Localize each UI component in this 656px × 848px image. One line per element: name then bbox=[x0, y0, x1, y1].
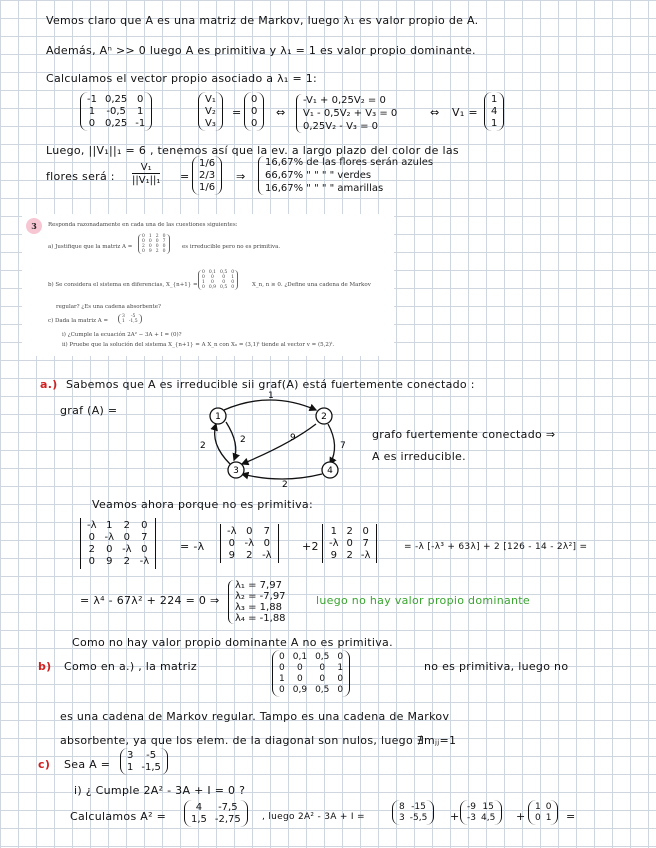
graph-edge bbox=[328, 424, 335, 464]
markov-matrix: 0 0,1 0,5 0 0 0 0 1 1 0 0 0 0 0,9 0,5 0 bbox=[272, 650, 350, 697]
edge-weight: 2 bbox=[200, 441, 206, 451]
matrix-cell: 0,25 bbox=[104, 118, 128, 129]
edge-weight: 7 bbox=[340, 441, 346, 451]
vector-cell: 1/6 bbox=[199, 158, 216, 169]
vector-cell: V₁ bbox=[205, 94, 216, 105]
part-b-label: b) bbox=[38, 660, 52, 673]
part-c-label: c) bbox=[38, 758, 51, 771]
text-line: Vemos claro que A es una matriz de Markov, luego λ₁ es valor propio de A. bbox=[46, 14, 479, 27]
graph-edge bbox=[242, 474, 322, 479]
fraction-numerator: V₁ bbox=[140, 162, 152, 173]
edge-weight: 2 bbox=[240, 435, 246, 445]
question-a: a) Justifique que la matriz A = bbox=[48, 244, 133, 250]
determinant-3x3: 1 2 0 -λ 0 7 9 2 -λ bbox=[322, 524, 377, 563]
result-item: 66,67% " " " " verdes bbox=[265, 170, 372, 181]
vector-v bbox=[198, 92, 223, 131]
edge-weight: 2 bbox=[282, 480, 288, 488]
equation: 0,25V₂ - V₃ = 0 bbox=[303, 121, 379, 132]
question-b: b) Se considera el sistema en diferencias, X_{n+1} = bbox=[48, 282, 198, 288]
identity-matrix: 1 0 0 1 bbox=[528, 800, 558, 825]
exercise-title: Responda razonadamente en cada una de las cuestiones siguientes: bbox=[48, 222, 238, 228]
node-label: 2 bbox=[321, 412, 327, 422]
text-line: Sabemos que A es irreducible sii graf(A) está fuertemente conectado : bbox=[66, 378, 475, 391]
matrix-term: 8 -15 3 -5,5 bbox=[392, 800, 434, 825]
vector-cell: 4 bbox=[491, 106, 498, 117]
result-item: 16,67% " " " " amarillas bbox=[265, 183, 384, 194]
matrix-cell: 1 bbox=[137, 106, 144, 117]
vector-cell: 0 bbox=[251, 106, 258, 117]
node-label: 1 bbox=[215, 412, 221, 422]
graph-edge bbox=[215, 424, 230, 464]
matrix-a-printed: 0 1 2 0 0 0 0 7 2 0 0 0 0 9 2 0 bbox=[138, 234, 170, 254]
matrix-c: 3 -5 1 -1,5 bbox=[120, 748, 168, 775]
fraction bbox=[132, 162, 160, 186]
matrix-a-minus-i bbox=[80, 92, 152, 131]
fraction-denominator: ||V₁||₁ bbox=[132, 175, 161, 186]
text-line: Veamos ahora porque no es primitiva: bbox=[92, 498, 313, 511]
conclusion-green: luego no hay valor propio dominante bbox=[316, 594, 530, 607]
results-list bbox=[258, 156, 433, 195]
node-label: 3 bbox=[233, 466, 239, 476]
matrix-cell: -1 bbox=[87, 94, 97, 105]
linear-system bbox=[296, 94, 397, 133]
graph-note: A es irreducible. bbox=[372, 450, 466, 463]
normalized-vector bbox=[192, 156, 222, 195]
matrix-cell: 0,25 bbox=[104, 94, 128, 105]
graph-note: grafo fuertemente conectado ⇒ bbox=[372, 428, 556, 441]
equation: -V₁ + 0,25V₂ = 0 bbox=[303, 95, 386, 106]
graph-edge bbox=[224, 400, 316, 410]
matrix-c-printed: 3 -5 1 -1,5 bbox=[118, 314, 142, 324]
printed-exercise: 3 Responda razonadamente en cada una de las cuestiones siguientes: a) Justifique que la matriz A = 0 1 2 0 0 0 0 7 2 0 0 0 0 9 2 0 es irreducible pero no es primitiva. b) Se considera el sistema en diferencias, X_{n+1} = 0 0,1 0,5 0 0 0 0 1 1 0 0 0 0 0,9 0,5 0 X_n, n ≥ 0. ¿Define una cadena de Markov regular? ¿Es una cadena absorbente? c) Dada la matriz A = 3 -5 1 -1,5 i) ¿Cumple la ecuación 2A² − 3A + I = (0)? ii) Pruebe que la solución del sistema X_{n+1} = A X_n con X₀ = (3,1)ᵗ tiende al vector v = (5,2)ᵗ. bbox=[22, 214, 394, 356]
matrix-cell: 0 bbox=[137, 94, 144, 105]
vector-cell: V₃ bbox=[205, 118, 216, 129]
vector-cell: 1 bbox=[491, 94, 498, 105]
matrix-cell: 1 bbox=[88, 106, 96, 117]
graf-label: graf (A) = bbox=[60, 404, 118, 417]
matrix-b-printed: 0 0,1 0,5 0 0 0 0 1 1 0 0 0 0 0,9 0,5 0 bbox=[198, 270, 238, 290]
strongly-connected-graph bbox=[190, 388, 350, 488]
matrix-a-squared: 4 -7,5 1,5 -2,75 bbox=[184, 800, 248, 827]
vector-cell: V₂ bbox=[205, 106, 216, 117]
text-line: Además, Aⁿ >> 0 luego A es primitiva y λ₁ = 1 es valor propio dominante. bbox=[46, 44, 476, 57]
exercise-number: 3 bbox=[26, 218, 42, 234]
graph-edge bbox=[226, 422, 236, 460]
matrix-cell: 0 bbox=[88, 118, 96, 129]
vector-zero bbox=[244, 92, 264, 131]
matrix-term: -9 15 -3 4,5 bbox=[460, 800, 502, 825]
determinant-4x4: -λ 1 2 0 0 -λ 0 7 2 0 -λ 0 0 9 2 -λ bbox=[80, 518, 156, 569]
text-line: Calculamos el vector propio asociado a λ₁ = 1: bbox=[46, 72, 318, 85]
vector-cell: 1 bbox=[491, 118, 498, 129]
edge-weight: 9 bbox=[290, 433, 296, 443]
equation: V₁ - 0,5V₂ + V₃ = 0 bbox=[303, 108, 398, 119]
text-line: flores será : bbox=[46, 170, 115, 183]
eigenvector bbox=[484, 92, 504, 131]
text-line: Luego, ||V₁||₁ = 6 , tenemos así que la ev. a largo plazo del color de las bbox=[46, 144, 459, 157]
graph-edge bbox=[242, 424, 316, 464]
result-item: 16,67% de las flores serán azules bbox=[265, 157, 434, 168]
matrix-cell: -0,5 bbox=[106, 106, 126, 117]
vector-cell: 1/6 bbox=[199, 182, 216, 193]
text-line: Como no hay valor propio dominante A no es primitiva. bbox=[72, 636, 393, 649]
vector-cell: 0 bbox=[251, 118, 258, 129]
vector-label: V₁ = bbox=[452, 106, 478, 119]
determinant-3x3: -λ 0 7 0 -λ 0 9 2 -λ bbox=[220, 524, 279, 563]
question-c: c) Dada la matriz A = bbox=[48, 318, 109, 324]
roots-list: λ₁ = 7,97 λ₂ = -7,97 λ₃ = 1,88 λ₄ = -1,88 bbox=[228, 580, 286, 624]
vector-cell: 2/3 bbox=[199, 170, 216, 181]
matrix-cell: -1 bbox=[135, 118, 146, 129]
edge-weight: 1 bbox=[268, 391, 274, 401]
node-label: 4 bbox=[327, 466, 333, 476]
part-a-label: a.) bbox=[40, 378, 58, 391]
vector-cell: 0 bbox=[251, 94, 258, 105]
